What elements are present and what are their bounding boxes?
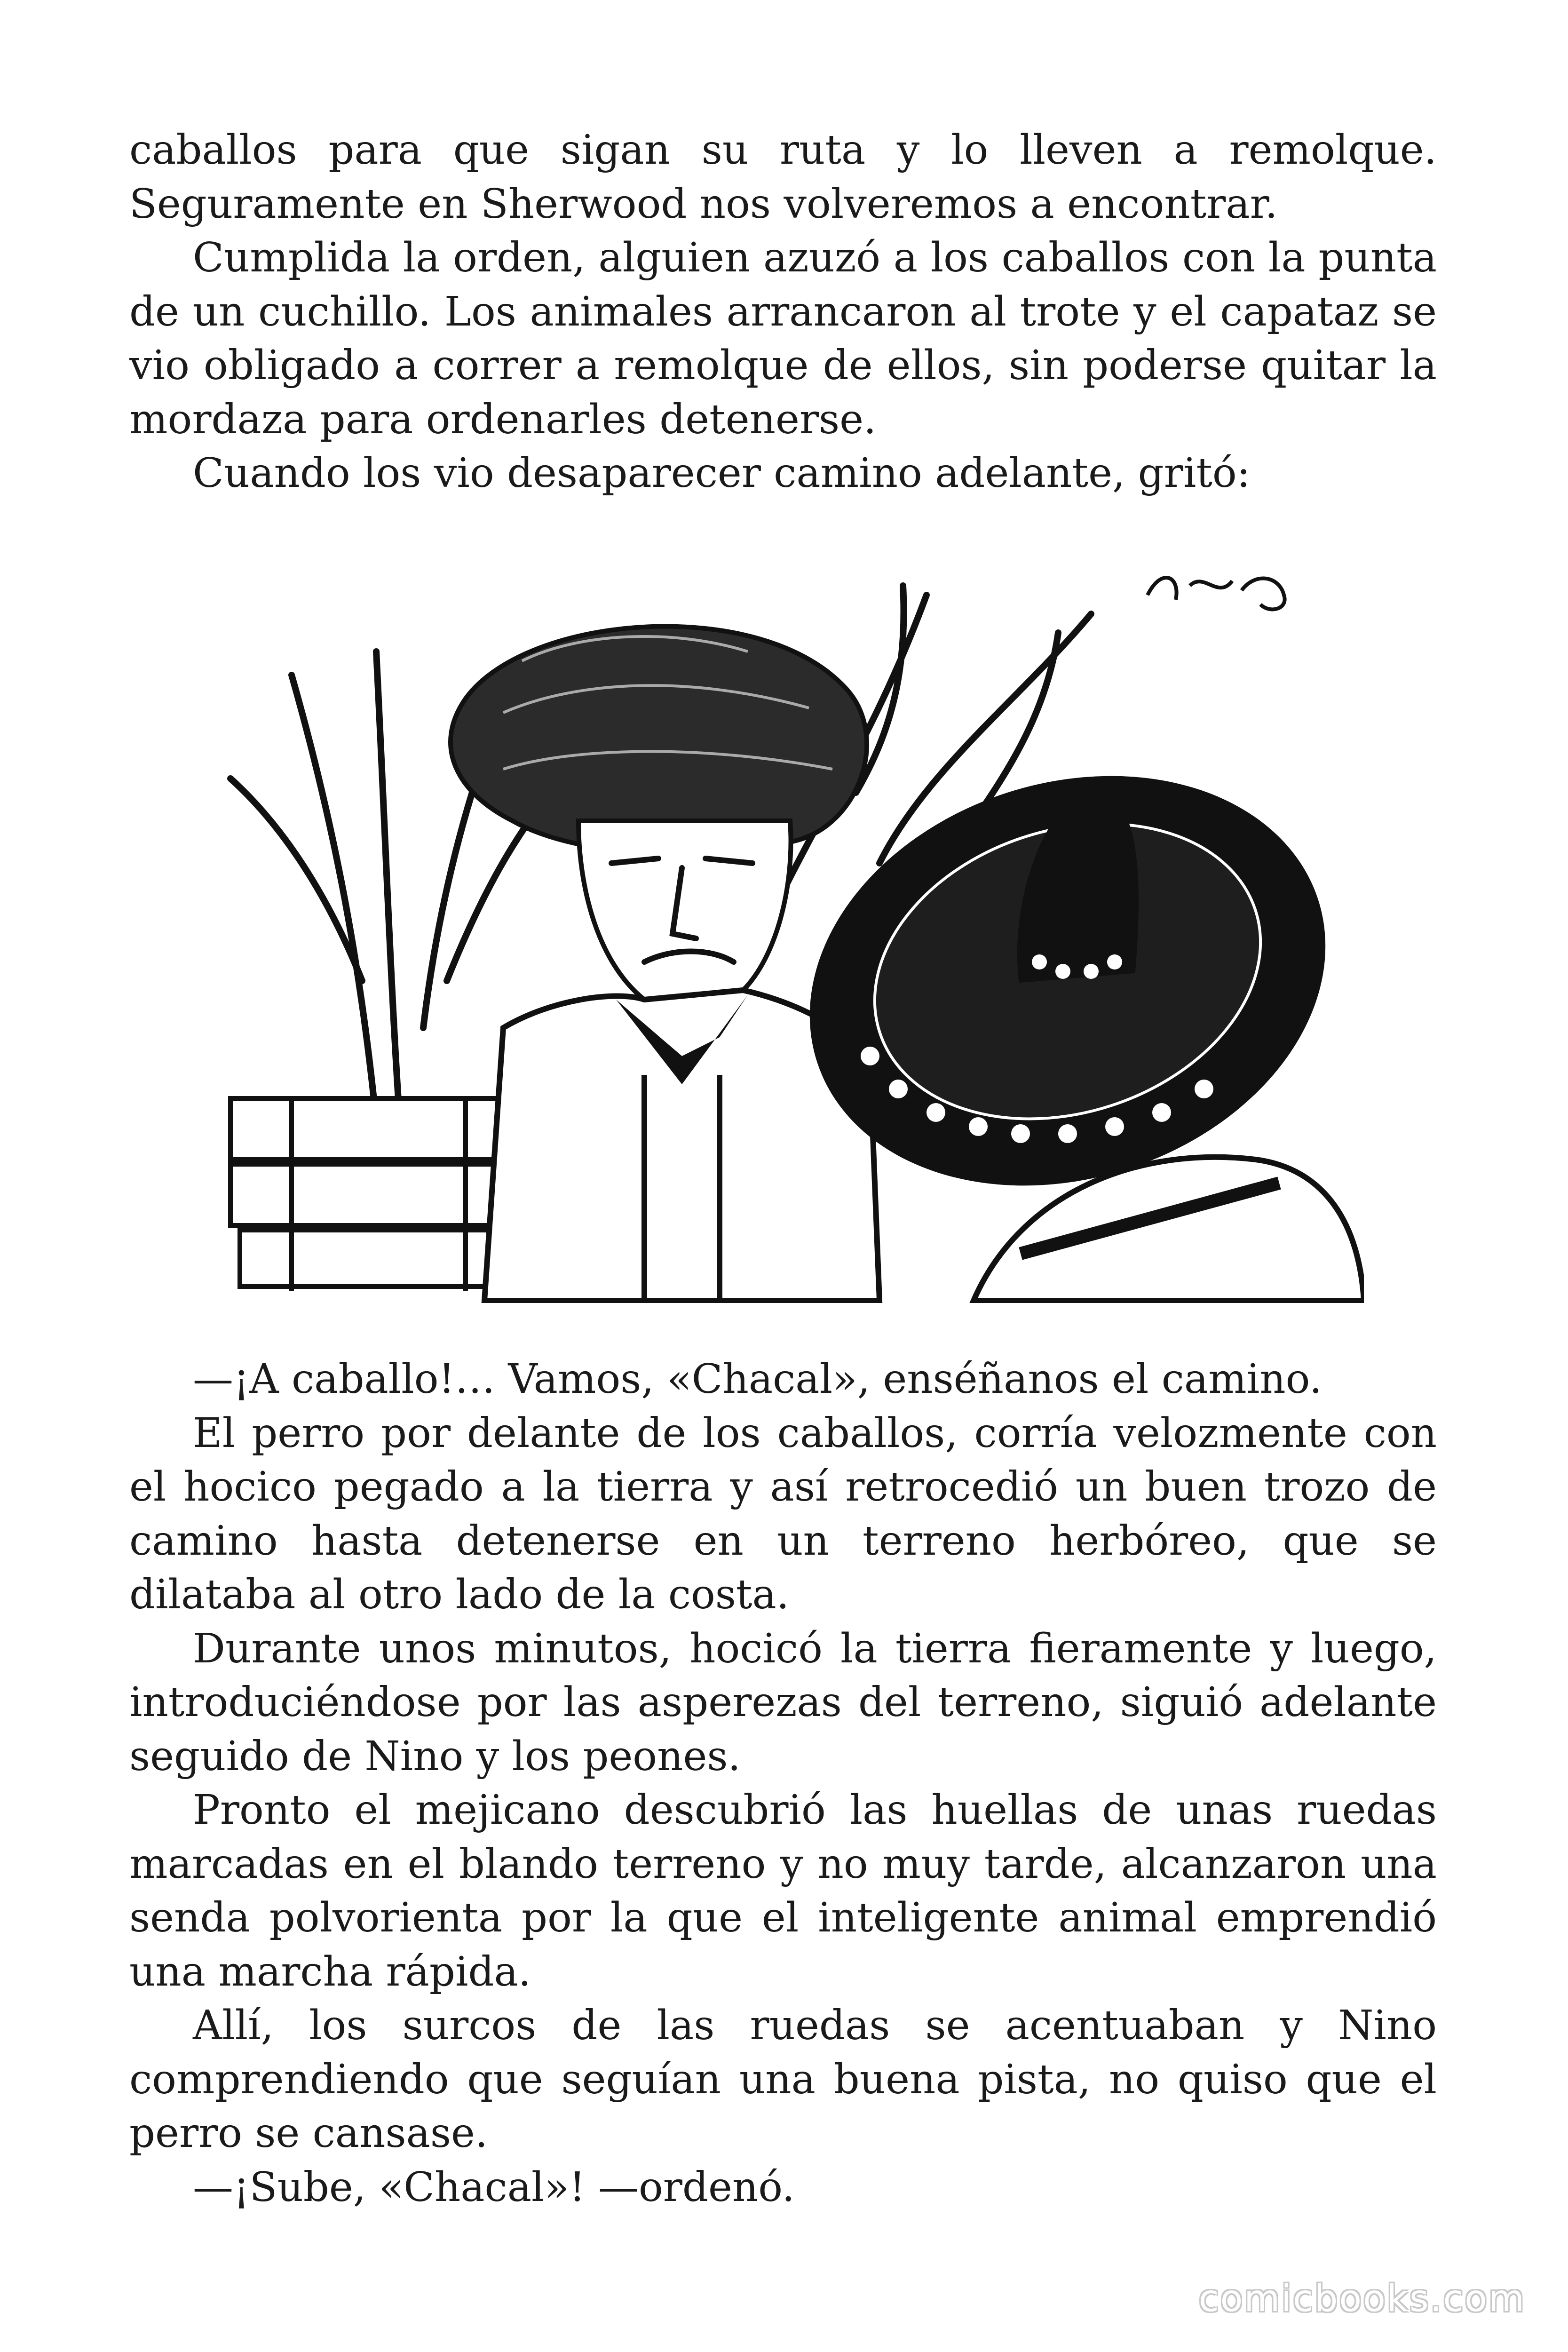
paragraph: Pronto el mejicano descubrió las huellas de unas ruedas marcadas en el blando terreno y no muy tarde, alcanzaron una senda polvorienta por la que el inteligente animal emprendió una marcha rápida. xyxy=(129,1787,1437,1995)
ink-drawing xyxy=(221,557,1364,1303)
paragraph: Cuando los vio desaparecer camino adelante, gritó: xyxy=(193,450,1251,497)
paragraph: Cumplida la orden, alguien azuzó a los caballos con la punta de un cuchillo. Los animales arrancaron al trote y el capataz se vio obligado a correr a remolque de ellos, sin poderse quitar la mordaza para ordenarles detenerse. xyxy=(129,234,1437,443)
watermark: comicbooks.com xyxy=(1198,2278,1526,2320)
paragraph: El perro por delante de los caballos, corría velozmente con el hocico pegado a la tierra y así retrocedió un buen trozo de camino hasta detenerse en un terreno herbóreo, que se dilataba al otro lado de la costa. xyxy=(129,1409,1437,1618)
signature-mark xyxy=(1148,578,1285,609)
paragraph: —¡A caballo!… Vamos, «Chacal», enséñanos el camino. xyxy=(193,1356,1323,1403)
paragraph: caballos para que sigan su ruta y lo lleven a remolque. Seguramente en Sherwood nos volveremos a encontrar. xyxy=(129,127,1437,228)
paragraph: Durante unos minutos, hocicó la tierra fieramente y luego, introduciéndose por las asperezas del terreno, siguió adelante seguido de Nino y los peones. xyxy=(129,1625,1437,1780)
page-text-bottom xyxy=(129,1352,1437,2214)
paragraph: —¡Sube, «Chacal»! —ordenó. xyxy=(193,2163,795,2211)
paragraph: Allí, los surcos de las ruedas se acentuaban y Nino comprendiendo que seguían una buena pista, no quiso que el perro se cansase. xyxy=(129,2002,1437,2157)
illustration xyxy=(221,557,1364,1303)
page-text-top xyxy=(129,123,1437,501)
